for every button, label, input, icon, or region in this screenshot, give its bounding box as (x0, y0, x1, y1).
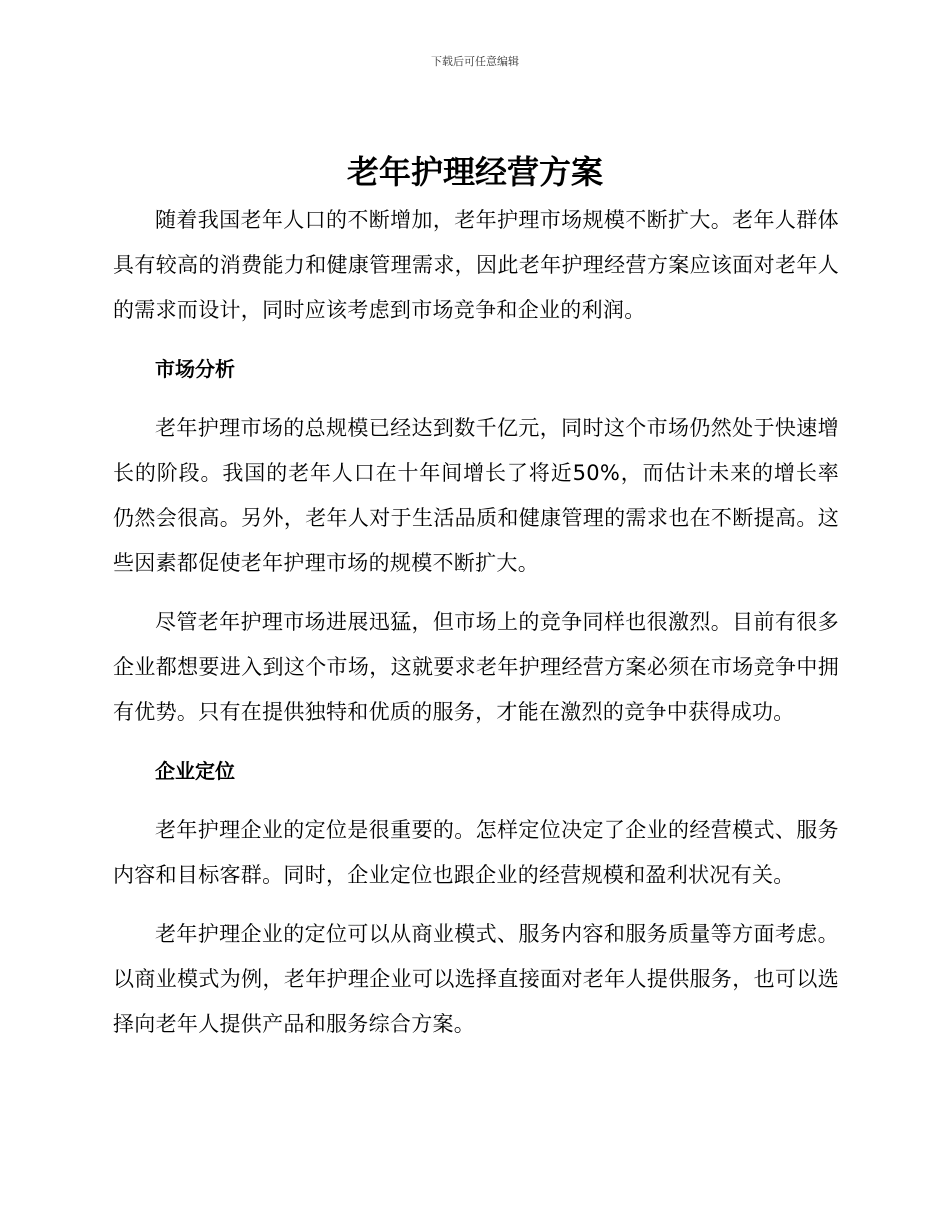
positioning-paragraph-2: 老年护理企业的定位可以从商业模式、服务内容和服务质量等方面考虑。以商业模式为例，老年护理企业可以选择直接面对老年人提供服务，也可以选择向老年人提供产品和服务综合方案。 (113, 922, 839, 1036)
section-heading-market-analysis: 市场分析 (155, 357, 235, 381)
positioning-paragraph-1: 老年护理企业的定位是很重要的。怎样定位决定了企业的经营模式、服务内容和目标客群。同时，企业定位也跟企业的经营规模和盈利状况有关。 (113, 818, 839, 887)
intro-paragraph: 随着我国老年人口的不断增加，老年护理市场规模不断扩大。老年人群体具有较高的消费能力和健康管理需求，因此老年护理经营方案应该面对老年人的需求而设计，同时应该考虑到市场竞争和企业的利润。 (113, 208, 839, 322)
document-title: 老年护理经营方案 (346, 153, 603, 191)
page-header-note: 下载后可任意编辑 (431, 55, 519, 68)
market-analysis-paragraph-2: 尽管老年护理市场进展迅猛，但市场上的竞争同样也很激烈。目前有很多企业都想要进入到这个市场，这就要求老年护理经营方案必须在市场竞争中拥有优势。只有在提供独特和优质的服务，才能在激烈的竞争中获得成功。 (113, 610, 839, 724)
section-heading-positioning: 企业定位 (155, 759, 235, 783)
document-body (113, 198, 839, 1047)
market-analysis-paragraph-1: 老年护理市场的总规模已经达到数千亿元，同时这个市场仍然处于快速增长的阶段。我国的老年人口在十年间增长了将近50%，而估计未来的增长率仍然会很高。另外，老年人对于生活品质和健康管理的需求也在不断提高。这些因素都促使老年护理市场的规模不断扩大。 (113, 416, 839, 575)
